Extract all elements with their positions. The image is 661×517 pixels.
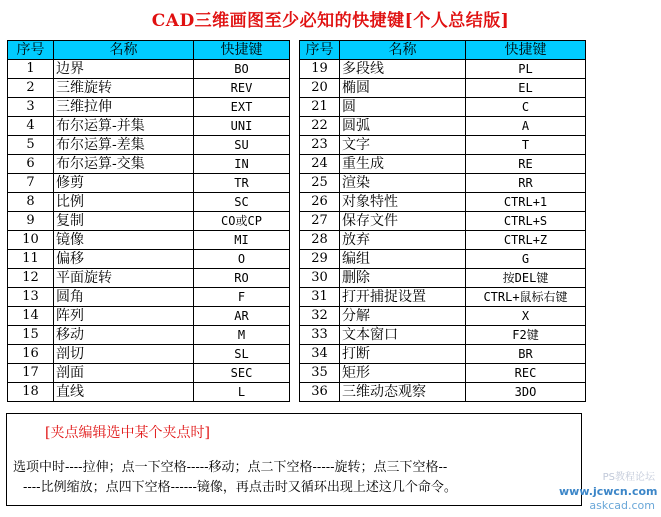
command-name: 椭圆 [340,79,466,98]
row-number: 1 [8,60,54,79]
shortcut-key: CO或CP [194,212,290,231]
table-row [300,383,586,402]
table-row [8,98,290,117]
table-row [8,288,290,307]
row-number: 14 [8,307,54,326]
shortcut-key: CTRL+Z [466,231,586,250]
command-name: 阵列 [54,307,194,326]
shortcut-key: G [466,250,586,269]
row-number: 7 [8,174,54,193]
shortcut-key: F [194,288,290,307]
row-number: 30 [300,269,340,288]
command-name: 修剪 [54,174,194,193]
row-number: 8 [8,193,54,212]
command-name: 布尔运算-并集 [54,117,194,136]
command-name: 文本窗口 [340,326,466,345]
row-number: 18 [8,383,54,402]
shortcut-key: SL [194,345,290,364]
shortcut-key: CTRL+1 [466,193,586,212]
table-row [300,288,586,307]
command-name: 边界 [54,60,194,79]
row-number: 21 [300,98,340,117]
command-name: 文字 [340,136,466,155]
header-num: 序号 [8,41,54,60]
header-key: 快捷键 [466,41,586,60]
shortcut-key: X [466,307,586,326]
table-row [8,117,290,136]
shortcut-key: EXT [194,98,290,117]
table-row [300,193,586,212]
watermark-top: PS教程论坛 [602,472,655,483]
table-row [8,326,290,345]
command-name: 三维拉伸 [54,98,194,117]
shortcut-key: T [466,136,586,155]
command-name: 重生成 [340,155,466,174]
shortcut-key: BO [194,60,290,79]
table-row [300,117,586,136]
watermark-site: askcad.com [589,499,655,512]
shortcut-key: F2键 [466,326,586,345]
row-number: 20 [300,79,340,98]
shortcut-key: 按DEL键 [466,269,586,288]
shortcut-key: EL [466,79,586,98]
command-name: 偏移 [54,250,194,269]
command-name: 比例 [54,193,194,212]
command-name: 分解 [340,307,466,326]
table-row [300,155,586,174]
command-name: 放弃 [340,231,466,250]
page-title: CAD三维画图至少必知的快捷键[个人总结版] [151,11,510,31]
command-name: 布尔运算-差集 [54,136,194,155]
notes-title: [夹点编辑选中某个夹点时] [45,425,210,441]
table-row [300,326,586,345]
row-number: 36 [300,383,340,402]
shortcut-key: IN [194,155,290,174]
command-name: 平面旋转 [54,269,194,288]
table-row [300,174,586,193]
row-number: 9 [8,212,54,231]
shortcut-key: RO [194,269,290,288]
command-name: 渲染 [340,174,466,193]
shortcut-key: CTRL+S [466,212,586,231]
command-name: 剖面 [54,364,194,383]
command-name: 打断 [340,345,466,364]
table-row [8,79,290,98]
shortcut-key: L [194,383,290,402]
table-row [8,193,290,212]
row-number: 13 [8,288,54,307]
table-row [8,383,290,402]
table-row [8,250,290,269]
command-name: 三维旋转 [54,79,194,98]
shortcut-key: RR [466,174,586,193]
table-row [300,250,586,269]
row-number: 23 [300,136,340,155]
row-number: 35 [300,364,340,383]
command-name: 三维动态观察 [340,383,466,402]
table-row [8,174,290,193]
command-name: 直线 [54,383,194,402]
row-number: 11 [8,250,54,269]
table-row [300,364,586,383]
shortcut-key: UNI [194,117,290,136]
table-row [300,269,586,288]
command-name: 布尔运算-交集 [54,155,194,174]
command-name: 圆角 [54,288,194,307]
table-header-row [300,41,586,60]
table-row [300,345,586,364]
row-number: 12 [8,269,54,288]
row-number: 10 [8,231,54,250]
table-row [8,136,290,155]
row-number: 2 [8,79,54,98]
shortcut-key: SEC [194,364,290,383]
row-number: 3 [8,98,54,117]
command-name: 圆弧 [340,117,466,136]
command-name: 复制 [54,212,194,231]
table-row [8,345,290,364]
watermark [559,471,658,512]
shortcut-key: O [194,250,290,269]
row-number: 28 [300,231,340,250]
header-key: 快捷键 [194,41,290,60]
header-num: 序号 [300,41,340,60]
row-number: 19 [300,60,340,79]
shortcut-key: REV [194,79,290,98]
shortcut-key: SC [194,193,290,212]
table-row [8,60,290,79]
row-number: 32 [300,307,340,326]
command-name: 多段线 [340,60,466,79]
shortcut-key: C [466,98,586,117]
grip-edit-notes [6,413,582,506]
header-name: 名称 [340,41,466,60]
row-number: 17 [8,364,54,383]
table-row [8,231,290,250]
shortcut-key: M [194,326,290,345]
table-row [8,364,290,383]
table-row [300,231,586,250]
table-header-row [8,41,290,60]
table-row [300,307,586,326]
row-number: 16 [8,345,54,364]
row-number: 29 [300,250,340,269]
table-row [300,212,586,231]
command-name: 保存文件 [340,212,466,231]
table-row [300,136,586,155]
row-number: 25 [300,174,340,193]
command-name: 剖切 [54,345,194,364]
shortcut-table-left [7,40,290,402]
notes-line: ----比例缩放；点四下空格------镜像，再点击时又循环出现上述这几个命令。 [23,480,457,495]
table-row [300,98,586,117]
shortcut-key: CTRL+鼠标右键 [466,288,586,307]
table-row [300,79,586,98]
header-name: 名称 [54,41,194,60]
shortcut-key: 3DO [466,383,586,402]
table-row [300,60,586,79]
row-number: 24 [300,155,340,174]
row-number: 33 [300,326,340,345]
shortcut-key: SU [194,136,290,155]
command-name: 编组 [340,250,466,269]
shortcut-key: A [466,117,586,136]
command-name: 镜像 [54,231,194,250]
command-name: 矩形 [340,364,466,383]
watermark-url: www.jcwcn.com [559,485,658,498]
notes-line: 选项中时----拉伸；点一下空格-----移动；点二下空格-----旋转；点三下空格-- [13,460,448,475]
row-number: 6 [8,155,54,174]
table-row [8,212,290,231]
table-row [8,269,290,288]
row-number: 15 [8,326,54,345]
command-name: 对象特性 [340,193,466,212]
command-name: 打开捕捉设置 [340,288,466,307]
shortcut-key: TR [194,174,290,193]
table-row [8,155,290,174]
row-number: 26 [300,193,340,212]
shortcut-key: BR [466,345,586,364]
shortcut-key: PL [466,60,586,79]
table-row [8,307,290,326]
row-number: 5 [8,136,54,155]
command-name: 删除 [340,269,466,288]
row-number: 4 [8,117,54,136]
command-name: 圆 [340,98,466,117]
row-number: 34 [300,345,340,364]
row-number: 31 [300,288,340,307]
row-number: 27 [300,212,340,231]
command-name: 移动 [54,326,194,345]
shortcut-key: MI [194,231,290,250]
shortcut-key: REC [466,364,586,383]
shortcut-table-right [299,40,586,402]
shortcut-key: AR [194,307,290,326]
row-number: 22 [300,117,340,136]
shortcut-key: RE [466,155,586,174]
